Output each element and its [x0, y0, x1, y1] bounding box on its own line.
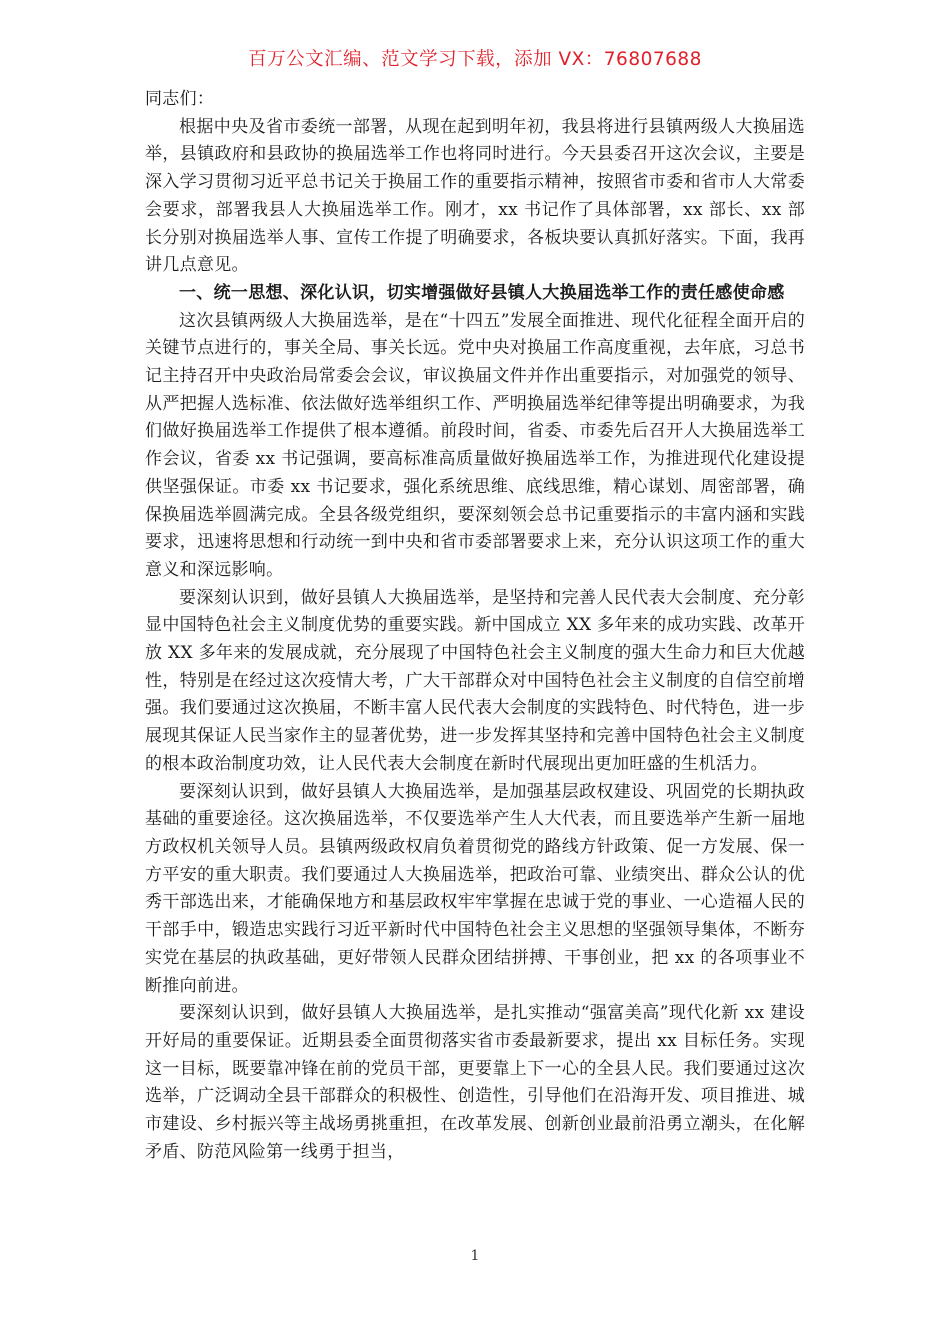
paragraph: 要深刻认识到，做好县镇人大换届选举，是坚持和完善人民代表大会制度、充分彰显中国特色社会主义制度优势的重要实践。新中国成立 XX 多年来的成功实践、改革开放 XX 多年来的发展成就，充分展现了中国特色社会主义制度的强大生命力和巨大优越性，特别是在经过这次疫情大考，广大干部群众对中国特色社会主义制度的自信空前增强。我们要通过这次换届，不断丰富人民代表大会制度的实践特色、时代特色，进一步展现其保证人民当家作主的显著优势，进一步发挥其坚持和完善中国特色社会主义制度的根本政治制度功效，让人民代表大会制度在新时代展现出更加旺盛的生机活力。: [145, 587, 805, 774]
paragraph-intro: 根据中央及省市委统一部署，从现在起到明年初，我县将进行县镇两级人大换届选举，县镇政府和县政协的换届选举工作也将同时进行。今天县委召开这次会议，主要是深入学习贯彻习近平总书记关于换届工作的重要指示精神，按照省市委和省市人大常委会要求，部署我县人大换届选举工作。刚才，xx 书记作了具体部署，xx 部长、xx 部长分别对换届选举人事、宣传工作提了明确要求，各板块要认真抓好落实。下面，我再讲几点意见。: [145, 116, 805, 276]
header-banner: 百万公文汇编、范文学习下载，添加 VX：76807688: [248, 49, 702, 70]
section-heading-1: 一、统一思想、深化认识，切实增强做好县镇人大换届选举工作的责任感使命感: [179, 282, 785, 303]
paragraph: 要深刻认识到，做好县镇人大换届选举，是扎实推动“强富美高”现代化新 xx 建设开好局的重要保证。近期县委全面贯彻落实省市委最新要求，提出 xx 目标任务。实现这一目标，既要靠冲锋在前的党员干部，更要靠上下一心的全县人民。我们要通过这次选举，广泛调动全县干部群众的积极性、创造性，引导他们在沿海开发、项目推进、城市建设、乡村振兴等主战场勇挑重担，在改革发展、创新创业最前沿勇立潮头，在化解矛盾、防范风险第一线勇于担当，: [145, 1003, 805, 1162]
salutation: 同志们：: [145, 89, 215, 109]
paragraph: 这次县镇两级人大换届选举，是在“十四五”发展全面推进、现代化征程全面开启的关键节点进行的，事关全局、事关长远。党中央对换届工作高度重视，去年底，习总书记主持召开中央政治局常委会会议，审议换届文件并作出重要指示，对加强党的领导、从严把握人选标准、依法做好选举组织工作、严明换届选举纪律等提出明确要求，为我们做好换届选举工作提供了根本遵循。前段时间，省委、市委先后召开人大换届选举工作会议，省委 xx 书记强调，要高标准高质量做好换届选举工作，为推进现代化建设提供坚强保证。市委 xx 书记要求，强化系统思维、底线思维，精心谋划、周密部署，确保换届选举圆满完成。全县各级党组织，要深刻领会总书记重要指示的丰富内涵和实践要求，迅速将思想和行动统一到中央和省市委部署要求上来，充分认识这项工作的重大意义和深远影响。: [145, 310, 805, 580]
paragraph: 要深刻认识到，做好县镇人大换届选举，是加强基层政权建设、巩固党的长期执政基础的重要途径。这次换届选举，不仅要选举产生人大代表，而且要选举产生新一届地方政权机关领导人员。县镇两级政权肩负着贯彻党的路线方针政策、促一方发展、保一方平安的重大职责。我们要通过人大换届选举，把政治可靠、业绩突出、群众公认的优秀干部选出来，才能确保地方和基层政权牢牢掌握在忠诚于党的事业、一心造福人民的干部手中，锻造忠实践行习近平新时代中国特色社会主义思想的坚强领导集体，不断夯实党在基层的执政基础，更好带领人民群众团结拼搏、干事创业，把 xx 的各项事业不断推向前进。: [145, 781, 805, 996]
page-number: 1: [470, 1248, 480, 1264]
document-body: [145, 86, 805, 1166]
